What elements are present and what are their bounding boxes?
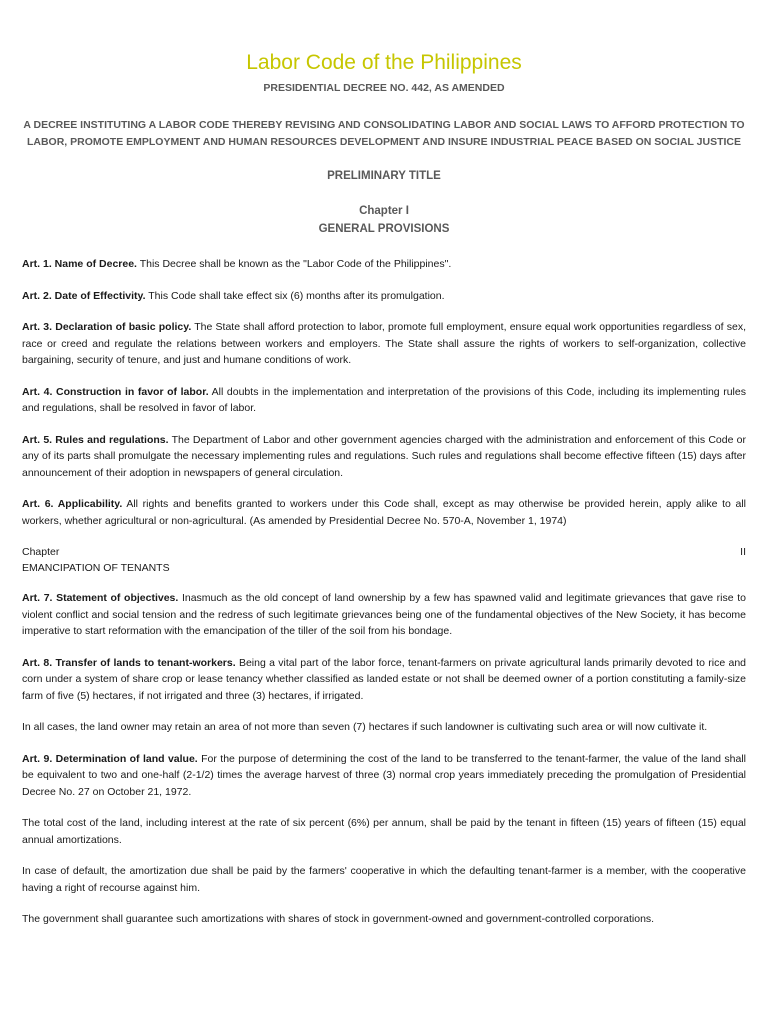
article-paragraph xyxy=(22,384,746,417)
article-paragraph xyxy=(22,432,746,482)
preamble-line-1: A DECREE INSTITUTING A LABOR CODE THEREBY REVISING AND CONSOLIDATING LABOR AND SOCIAL LAWS TO AFFORD PROTECTION TO xyxy=(23,119,745,131)
preliminary-title: PRELIMINARY TITLE xyxy=(327,170,441,182)
article-text: In case of default, the amortization due shall be paid by the farmers' cooperative in which the defaulting tenant-farmer is a member, with the cooperative having a right of recourse against him. xyxy=(22,865,746,894)
article-text: The Department of Labor and other government agencies charged with the administration and enforcement of this Code or any of its parts shall promulgate the necessary implementing rules and regulations. Such rules and regulations shall become effective fifteen (15) days after announcement of their adoption in newspapers of general circulation. xyxy=(22,433,747,479)
preamble-line-2: LABOR, PROMOTE EMPLOYMENT AND HUMAN RESOURCES DEVELOPMENT AND INSURE INDUSTRIAL PEACE BASED ON SOCIAL JUSTICE xyxy=(26,136,742,148)
article-text: All rights and benefits granted to workers under this Code shall, except as may otherwise be provided herein, apply alike to all workers, whether agricultural or non-agricultural. (As amended by Presidential Decree No. 570-A, November 1, 1974) xyxy=(22,498,746,527)
article-heading: Art. 4. Construction in favor of labor. xyxy=(22,385,209,398)
chapter-1-title: GENERAL PROVISIONS xyxy=(318,223,450,235)
chapter-2-label-row xyxy=(22,544,746,560)
document-subtitle: PRESIDENTIAL DECREE NO. 442, AS AMENDED xyxy=(263,82,505,94)
chapter-2-label: Chapter xyxy=(22,546,60,558)
chapter-1-articles xyxy=(22,256,746,529)
decree-preamble xyxy=(22,117,746,151)
chapter-1-label: Chapter I xyxy=(359,205,409,217)
article-paragraph xyxy=(22,655,746,705)
article-paragraph xyxy=(22,815,746,848)
article-paragraph xyxy=(22,288,746,305)
chapter-1-heading xyxy=(22,202,746,238)
document-title: Labor Code of the Philippines xyxy=(246,51,522,74)
article-paragraph xyxy=(22,590,746,640)
article-text: The government shall guarantee such amortizations with shares of stock in government-owned and government-controlled corporations. xyxy=(22,913,655,925)
article-text: Inasmuch as the old concept of land ownership by a few has spawned valid and legitimate grievances that gave rise to violent conflict and social tension and the redress of such legitimate grievances being one of the fundamental objectives of the New Society, it has become imperative to start reformation with the emancipation of the tiller of the soil from his bondage. xyxy=(22,592,746,637)
article-paragraph xyxy=(22,319,746,369)
chapter-2-heading xyxy=(22,544,746,576)
article-heading: Art. 7. Statement of objectives. xyxy=(22,592,179,604)
chapter-2-number: II xyxy=(740,546,746,558)
article-text: The State shall afford protection to labor, promote full employment, ensure equal work opportunities regardless of sex, race or creed and regulate the relations between workers and employers. The State shall assure the rights of workers to self-organization, collective bargaining, security of tenure, and just and humane conditions of work. xyxy=(22,321,746,366)
article-heading: Art. 5. Rules and regulations. xyxy=(22,433,169,446)
article-heading: Art. 2. Date of Effectivity. xyxy=(22,289,146,302)
article-paragraph xyxy=(22,256,746,273)
article-text: This Code shall take effect six (6) months after its promulgation. xyxy=(145,289,445,302)
article-text: The total cost of the land, including interest at the rate of six percent (6%) per annum, shall be paid by the tenant in fifteen (15) years of fifteen (15) equal annual amortizations. xyxy=(22,817,746,846)
article-paragraph xyxy=(22,863,746,896)
article-paragraph xyxy=(22,911,746,928)
article-paragraph xyxy=(22,751,746,801)
article-paragraph xyxy=(22,719,746,736)
article-text: Being a vital part of the labor force, tenant-farmers on private agricultural lands primarily devoted to rice and corn under a system of share crop or lease tenancy whether classified as landed estate or not shall be deemed owner of a portion constituting a family-size farm of five (5) hectares, if not irrigated and three (3) hectares, if irrigated. xyxy=(22,656,746,702)
article-heading: Art. 3. Declaration of basic policy. xyxy=(22,321,192,333)
article-text: This Decree shall be known as the "Labor Code of the Philippines". xyxy=(136,258,452,270)
article-heading: Art. 1. Name of Decree. xyxy=(22,258,137,270)
article-heading: Art. 8. Transfer of lands to tenant-workers. xyxy=(22,656,236,669)
article-text: In all cases, the land owner may retain an area of not more than seven (7) hectares if such landowner is cultivating such area or will now cultivate it. xyxy=(22,721,708,733)
chapter-2-articles xyxy=(22,590,746,928)
article-heading: Art. 6. Applicability. xyxy=(22,498,123,510)
article-heading: Art. 9. Determination of land value. xyxy=(22,752,198,765)
article-text: For the purpose of determining the cost of the land to be transferred to the tenant-farmer, the value of the land shall be equivalent to two and one-half (2-1/2) times the average harvest of three (3) normal crop years immediately preceding the promulgation of Presidential Decree No. 27 on October 21, 1972. xyxy=(22,752,746,798)
article-paragraph xyxy=(22,496,746,529)
chapter-2-title: EMANCIPATION OF TENANTS xyxy=(22,562,170,574)
article-text: All doubts in the implementation and interpretation of the provisions of this Code, including its implementing rules and regulations, shall be resolved in favor of labor. xyxy=(22,385,746,414)
